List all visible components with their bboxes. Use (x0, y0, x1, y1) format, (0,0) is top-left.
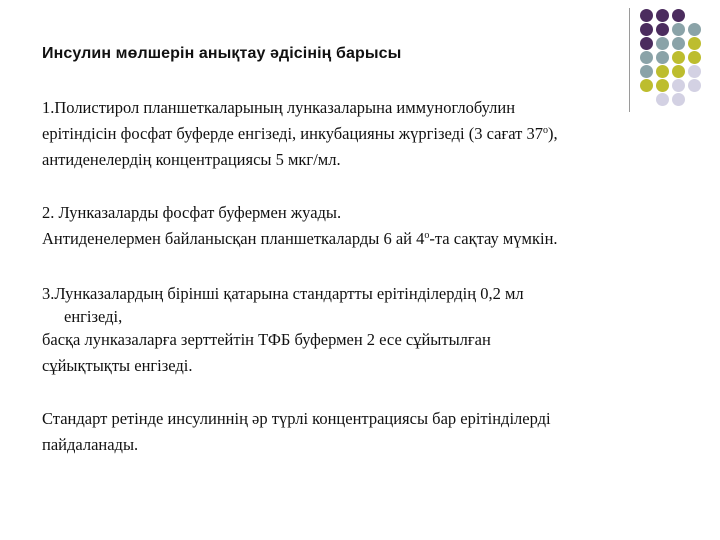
decorative-dot (672, 37, 685, 50)
paragraph-1-line-2-end: ), (547, 124, 558, 143)
decorative-dot (672, 51, 685, 64)
decorative-dot (640, 51, 653, 64)
paragraph-2-line-2-text: Антиденелермен байланысқан планшеткаларды 6 ай 4 (42, 229, 425, 248)
decorative-dot-grid (632, 8, 712, 108)
decorative-dot (688, 51, 701, 64)
paragraph-3-line-1: 3.Лунказалардың бірінші қатарына стандартты ерітінділердің 0,2 мл (42, 284, 524, 303)
decorative-dot (672, 9, 685, 22)
decorative-dot (656, 37, 669, 50)
paragraph-3-line-3: басқа лунказаларға зерттейтін ТФБ буфермен 2 есе сұйытылған (42, 330, 491, 349)
decorative-dot (640, 65, 653, 78)
decorative-dot (640, 9, 653, 22)
degree-superscript: o (542, 125, 548, 136)
decorative-dot (656, 9, 669, 22)
decorative-dot (640, 79, 653, 92)
decorative-dot (656, 23, 669, 36)
paragraph-2-line-2-end: -та сақтау мүмкін. (429, 229, 558, 248)
paragraph-4-line-2: пайдаланады. (42, 435, 139, 454)
degree-superscript: о (424, 230, 430, 241)
paragraph-3-line-2: енгізеді, (64, 307, 123, 326)
decorative-dot (640, 23, 653, 36)
paragraph-3-line-4: сұйықтықты енгізеді. (42, 356, 193, 375)
paragraph-1-line-2-text: ерітіндісін фосфат буферде енгізеді, инкубацияны жүргізеді (3 сағат 37 (42, 124, 543, 143)
paragraph-1-line-1: 1.Полистирол планшеткаларының лунказаларына иммуноглобулин (42, 98, 516, 117)
decorative-dot (688, 37, 701, 50)
paragraph-2 (42, 200, 702, 252)
decorative-dot (688, 23, 701, 36)
paragraph-4 (42, 406, 702, 458)
decorative-dot (656, 65, 669, 78)
decorative-dot (656, 51, 669, 64)
slide-title: Инсулин мөлшерін анықтау әдісінің барысы (42, 45, 402, 62)
decorative-dot (672, 79, 685, 92)
decorative-dot (656, 79, 669, 92)
decorative-dot (688, 65, 701, 78)
decorative-dot (672, 23, 685, 36)
paragraph-2-line-1: 2. Лунказаларды фосфат буфермен жуады. (42, 203, 342, 222)
paragraph-1-line-2 (42, 121, 702, 147)
decorative-dot (672, 65, 685, 78)
paragraph-2-line-2 (42, 226, 702, 252)
paragraph-3 (42, 281, 702, 379)
decorative-dot (640, 37, 653, 50)
paragraph-4-line-1: Стандарт ретінде инсулиннің әр түрлі концентрациясы бар ерітінділерді (42, 409, 551, 428)
paragraph-1 (42, 95, 702, 173)
paragraph-1-line-3: антиденелердің концентрациясы 5 мкг/мл. (42, 150, 341, 169)
decorative-dot (688, 79, 701, 92)
